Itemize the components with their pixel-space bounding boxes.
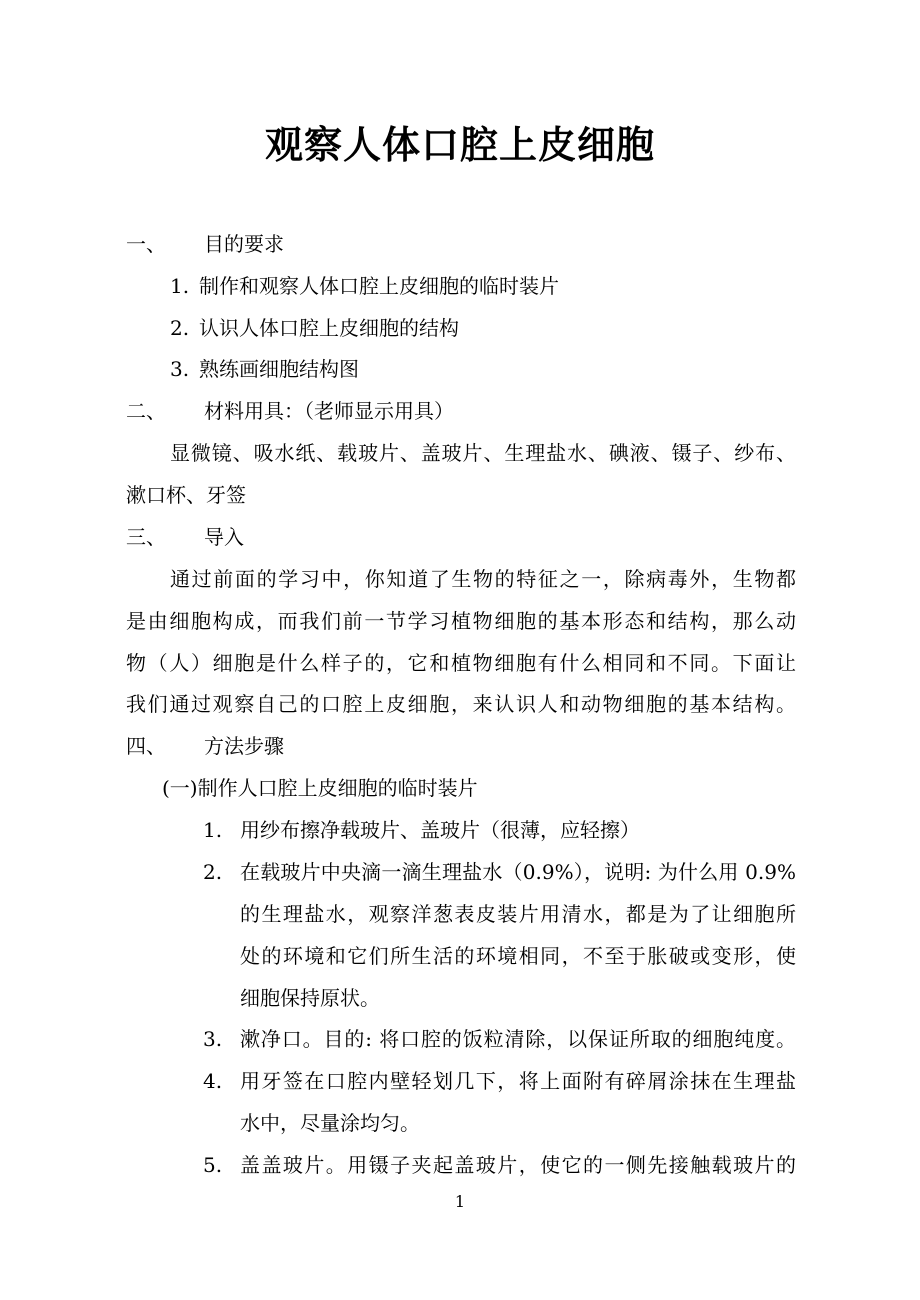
step-5-line-1: 盖盖玻片。用镊子夹起盖玻片，使它的一侧先接触载玻片的 [240, 1153, 796, 1177]
goal-1-text: 制作和观察人体口腔上皮细胞的临时装片 [199, 274, 559, 298]
goal-2-text: 认识人体口腔上皮细胞的结构 [199, 316, 459, 340]
section-2-number: 二、 [126, 399, 166, 423]
section-4-number: 四、 [126, 734, 166, 758]
intro-line-4: 我们通过观察自己的口腔上皮细胞，来认识人和动物细胞的基本结构。 [126, 692, 796, 716]
step-4-number: 4. [203, 1069, 223, 1093]
subsection-heading: (一)制作人口腔上皮细胞的临时装片 [162, 776, 478, 800]
section-1-number: 一、 [126, 232, 166, 256]
step-3-line-1: 漱净口。目的: 将口腔的饭粒清除，以保证所取的细胞纯度。 [240, 1027, 796, 1051]
section-2-heading: 材料用具：（老师显示用具） [204, 399, 454, 423]
step-1-number: 1. [203, 818, 223, 842]
section-3-number: 三、 [126, 525, 166, 549]
section-4-heading: 方法步骤 [204, 734, 284, 758]
goal-3-number: 3. [170, 357, 190, 381]
intro-line-3: 物（人）细胞是什么样子的，它和植物细胞有什么相同和不同。下面让 [126, 651, 796, 675]
step-2-line-3: 处的环境和它们所生活的环境相同，不至于胀破或变形，使 [240, 944, 796, 968]
step-2-line-1: 在载玻片中央滴一滴生理盐水（0.9%），说明: 为什么用 0.9% [240, 860, 796, 884]
document-title: 观察人体口腔上皮细胞 [264, 122, 655, 167]
materials-line-1: 显微镜、吸水纸、载玻片、盖玻片、生理盐水、碘液、镊子、纱布、 [170, 441, 796, 465]
step-2-line-2: 的生理盐水，观察洋葱表皮装片用清水，都是为了让细胞所 [240, 902, 796, 926]
step-1-line-1: 用纱布擦净载玻片、盖玻片（很薄，应轻擦） [240, 818, 640, 842]
materials-line-2: 漱口杯、牙签 [126, 483, 246, 507]
goal-2-number: 2. [170, 316, 190, 340]
step-4-line-1: 用牙签在口腔内壁轻划几下，将上面附有碎屑涂抹在生理盐 [240, 1069, 796, 1093]
section-3-heading: 导入 [204, 525, 244, 549]
section-1-heading: 目的要求 [204, 232, 284, 256]
step-3-number: 3. [203, 1027, 223, 1051]
goal-3-text: 熟练画细胞结构图 [199, 357, 359, 381]
goal-1-number: 1. [170, 274, 190, 298]
intro-line-1: 通过前面的学习中，你知道了生物的特征之一，除病毒外，生物都 [170, 567, 796, 591]
intro-line-2: 是由细胞构成，而我们前一节学习植物细胞的基本形态和结构，那么动 [126, 609, 796, 633]
step-2-line-4: 细胞保持原状。 [240, 986, 380, 1010]
step-4-line-2: 水中，尽量涂均匀。 [240, 1111, 420, 1135]
step-5-number: 5. [203, 1153, 223, 1177]
step-2-number: 2. [203, 860, 223, 884]
page-number: 1 [454, 1192, 466, 1211]
